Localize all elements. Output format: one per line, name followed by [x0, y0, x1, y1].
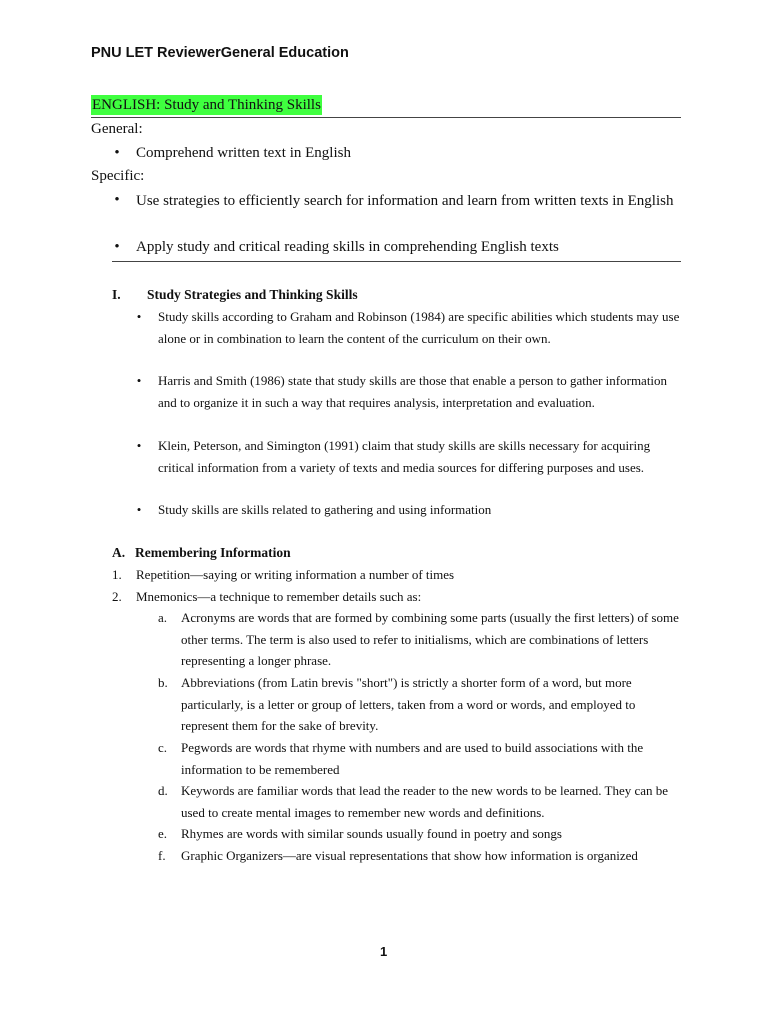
general-label: General: — [91, 121, 143, 137]
heading-divider — [91, 117, 681, 118]
general-item: Comprehend written text in English — [136, 145, 351, 161]
page-number: 1 — [380, 944, 388, 959]
partA-subitem: Keywords are familiar words that lead the reader to the new words to be learned. They can be used to create mental images to remember new words and definitions. — [181, 783, 669, 820]
specific-item: Use strategies to efficiently search for information and learn from written texts in English — [136, 193, 674, 209]
bullet-icon: • — [114, 239, 120, 255]
sub-letter: d. — [158, 783, 168, 798]
part1-bullet: Study skills according to Graham and Robinson (1984) are specific abilities which students may use alone or in combination to learn the content of the curriculum on their own. — [158, 309, 680, 346]
part1-bullet: Harris and Smith (1986) state that study skills are those that enable a person to gather information and to organize it in such a way that requires analysis, interpretation and evaluation. — [158, 373, 668, 410]
specific-item: Apply study and critical reading skills in comprehending English texts — [136, 239, 559, 255]
specific-label: Specific: — [91, 168, 145, 184]
sub-letter: e. — [158, 826, 168, 841]
partA-subitem: Pegwords are words that rhyme with numbers and are used to build associations with the information to be remembered — [181, 740, 644, 777]
partA-letter: A. — [112, 545, 126, 560]
sub-letter: b. — [158, 675, 168, 690]
bullet-icon: • — [136, 438, 142, 453]
partA-item: Mnemonics—a technique to remember details such as: — [136, 589, 422, 604]
sub-letter: c. — [158, 740, 168, 755]
section-heading: ENGLISH: Study and Thinking Skills — [92, 97, 321, 113]
sub-letter: a. — [158, 610, 168, 625]
document-header-title: PNU LET ReviewerGeneral Education — [91, 45, 349, 61]
partA-item: Repetition—saying or writing information a number of times — [136, 567, 455, 582]
partA-subitem: Acronyms are words that are formed by combining some parts (usually the first letters) of some other terms. The term is also used to refer to initialisms, which are combinations of letters representing a longer phrase. — [181, 610, 679, 668]
bullet-icon: • — [114, 192, 120, 208]
bullet-icon: • — [136, 309, 142, 324]
bullet-icon: • — [114, 145, 120, 161]
partA-subitem: Abbreviations (from Latin brevis "short") is strictly a shorter form of a word, but more particularly, is a letter or group of letters, taken from a word or words, and employed to represent them for the sake of brevity. — [181, 675, 636, 733]
part1-numeral: I. — [112, 287, 121, 302]
partA-subitem: Graphic Organizers—are visual representations that show how information is organized — [181, 848, 638, 863]
list-number: 1. — [112, 567, 122, 582]
part1-bullet: Klein, Peterson, and Simington (1991) claim that study skills are skills necessary for acquiring critical information from a variety of texts and media sources for differing purposes and uses. — [158, 438, 651, 475]
partA-subitem: Rhymes are words with similar sounds usually found in poetry and songs — [181, 826, 562, 841]
part1-bullet: Study skills are skills related to gathering and using information — [158, 502, 492, 517]
sub-letter: f. — [158, 848, 166, 863]
part1-title: Study Strategies and Thinking Skills — [147, 287, 358, 302]
bullet-icon: • — [136, 373, 142, 388]
specific-divider — [112, 261, 681, 262]
list-number: 2. — [112, 589, 122, 604]
partA-title: Remembering Information — [135, 545, 291, 560]
bullet-icon: • — [136, 502, 142, 517]
